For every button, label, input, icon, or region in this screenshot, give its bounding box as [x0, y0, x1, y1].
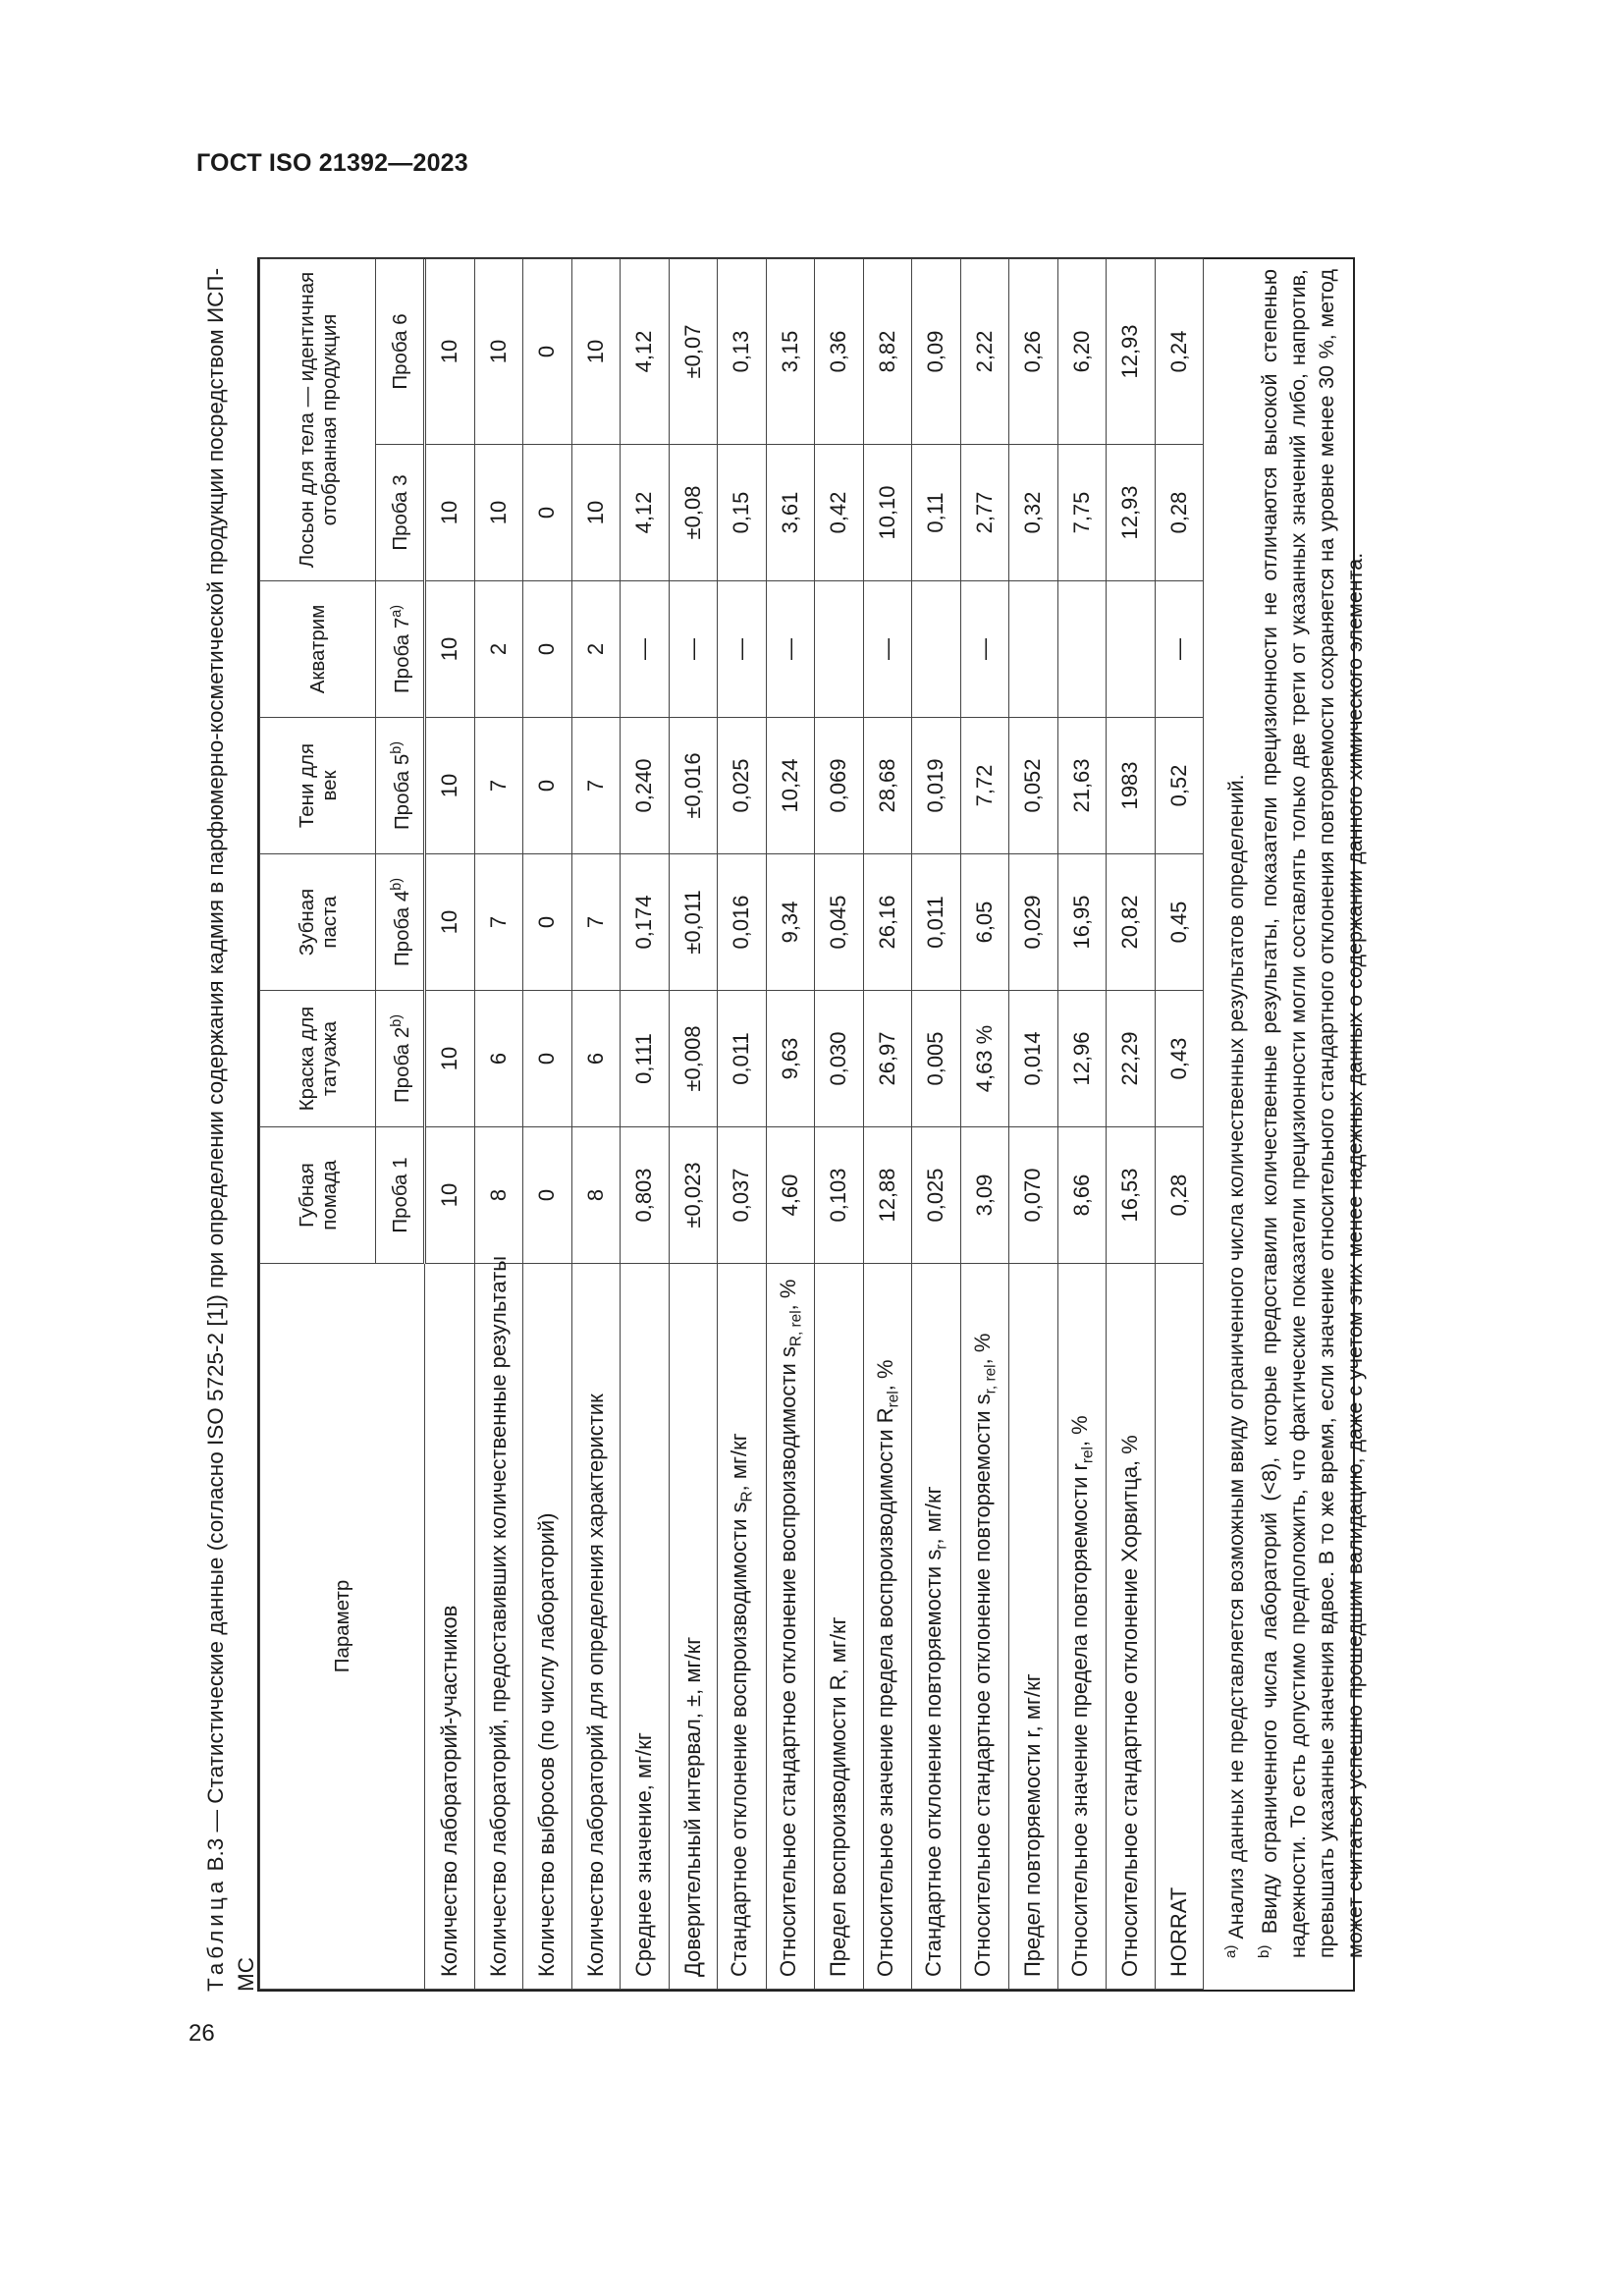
value-cell: 0 — [523, 1127, 572, 1264]
table-row — [669, 259, 718, 1990]
value-cell: 8,82 — [863, 259, 912, 445]
value-cell: ±0,023 — [669, 1127, 718, 1264]
value-cell: 0,016 — [718, 854, 767, 991]
table-row — [863, 259, 912, 1990]
value-cell: 0,069 — [815, 718, 864, 854]
value-cell: 0,174 — [621, 854, 670, 991]
value-cell: 4,12 — [621, 259, 670, 445]
note-b-mark: b) — [1255, 1944, 1272, 1958]
param-cell — [863, 1264, 912, 1990]
value-cell: 12,93 — [1107, 259, 1156, 445]
param-cell — [912, 1264, 961, 1990]
value-cell: — — [718, 581, 767, 718]
value-cell: 10 — [425, 1127, 475, 1264]
value-cell: 10,10 — [863, 445, 912, 581]
value-cell: ±0,07 — [669, 259, 718, 445]
param-cell — [669, 1264, 718, 1990]
param-unit: , % — [775, 1279, 800, 1311]
table-row — [425, 259, 475, 1990]
table-caption — [200, 253, 261, 1992]
param-text: Относительное стандартное отклонение повторяемости s — [969, 1394, 995, 1977]
value-cell: 10 — [425, 718, 475, 854]
value-cell: 26,16 — [863, 854, 912, 991]
note-b-text: Ввиду ограниченного числа лабораторий (<8), которые предоставили количественные результаты, показатели прецизионности не отличаются высокой степенью надежности. То есть допустимо предположить, что фактические показатели прецизионности могли составлять только две трети от указанных значений либо, напротив, превышать указанные значения вдвое. В то же время, если значение относительного стандартного отклонения повторяемости сохраняется на уровне менее 30 %, метод может считаться успешно прошедшим валидацию, даже с учетом этих менее надежных данных о содержании данного химического элемента. — [1258, 269, 1367, 1958]
value-cell: 10 — [425, 854, 475, 991]
statistics-table-frame — [257, 257, 1367, 1992]
value-cell: 20,82 — [1107, 854, 1156, 991]
value-cell: 8 — [474, 1127, 523, 1264]
value-cell: 12,96 — [1057, 991, 1107, 1127]
value-cell: 12,93 — [1107, 445, 1156, 581]
value-cell: 0,111 — [621, 991, 670, 1127]
sample-note-mark: b) — [389, 740, 406, 754]
value-cell: 2 — [474, 581, 523, 718]
sample-label: Проба 2 — [390, 1026, 413, 1104]
param-text: Доверительный интервал, ±, мг/кг — [679, 1636, 705, 1977]
param-text: Количество выбросов (по числу лабораторий) — [534, 1512, 560, 1977]
value-cell: — — [960, 581, 1009, 718]
sample-label: Проба 7 — [390, 617, 413, 694]
value-cell: 0,15 — [718, 445, 767, 581]
param-text: Относительное стандартное отклонение воспроизводимости s — [775, 1346, 800, 1977]
note-a — [1217, 269, 1251, 1976]
param-header: Параметр — [260, 1264, 425, 1990]
value-cell: 3,09 — [960, 1127, 1009, 1264]
table-row — [815, 259, 864, 1990]
table-row — [523, 259, 572, 1990]
value-cell: 6,05 — [960, 854, 1009, 991]
value-cell: 22,29 — [1107, 991, 1156, 1127]
value-cell: 10 — [571, 445, 621, 581]
value-cell: 0,019 — [912, 718, 961, 854]
table-row — [912, 259, 961, 1990]
value-cell: 0,025 — [718, 718, 767, 854]
value-cell: 0 — [523, 991, 572, 1127]
param-cell — [1057, 1264, 1107, 1990]
value-cell: 12,88 — [863, 1127, 912, 1264]
document-header: ГОСТ ISO 21392—2023 — [196, 149, 468, 177]
value-cell: 6 — [474, 991, 523, 1127]
sample-note-mark: b) — [389, 877, 406, 891]
note-a-mark: a) — [1222, 1944, 1239, 1958]
value-cell: 0,025 — [912, 1127, 961, 1264]
value-cell: 0 — [523, 581, 572, 718]
value-cell: 7 — [474, 718, 523, 854]
value-cell: 7,75 — [1057, 445, 1107, 581]
value-cell: 0,011 — [718, 991, 767, 1127]
value-cell: 0,037 — [718, 1127, 767, 1264]
value-cell: 8 — [571, 1127, 621, 1264]
group-header-row — [260, 259, 376, 1990]
param-subscript: r — [933, 1544, 950, 1550]
param-cell — [1009, 1264, 1058, 1990]
value-cell: 9,63 — [766, 991, 815, 1127]
param-text: Предел воспроизводимости R, мг/кг — [826, 1616, 851, 1977]
value-cell: 8,66 — [1057, 1127, 1107, 1264]
sample-label: Проба 3 — [388, 474, 411, 551]
param-cell — [425, 1264, 475, 1990]
sample-label: Проба 5 — [390, 753, 413, 831]
value-cell: 0,42 — [815, 445, 864, 581]
value-cell: 9,34 — [766, 854, 815, 991]
value-cell: 0,36 — [815, 259, 864, 445]
param-text: Относительное значение предела повторяемости r — [1066, 1463, 1092, 1977]
value-cell: — — [766, 581, 815, 718]
table-row — [571, 259, 621, 1990]
value-cell: 0,240 — [621, 718, 670, 854]
value-cell: 10 — [425, 581, 475, 718]
table-row — [960, 259, 1009, 1990]
sample-label: Проба 6 — [388, 313, 411, 390]
value-cell: 10,24 — [766, 718, 815, 854]
param-subscript: rel — [1078, 1447, 1096, 1464]
param-unit: , % — [969, 1333, 995, 1365]
value-cell: 0 — [523, 854, 572, 991]
value-cell: 1983 — [1107, 718, 1156, 854]
value-cell: ±0,08 — [669, 445, 718, 581]
param-text: Предел повторяемости r, мг/кг — [1020, 1673, 1046, 1977]
value-cell: 0 — [523, 259, 572, 445]
value-cell: 6 — [571, 991, 621, 1127]
value-cell: 0,011 — [912, 854, 961, 991]
value-cell: ±0,011 — [669, 854, 718, 991]
value-cell — [815, 581, 864, 718]
value-cell: 6,20 — [1057, 259, 1107, 445]
sample-header — [376, 445, 425, 581]
value-cell: 10 — [571, 259, 621, 445]
group-header: Лосьон для тела — идентичная отобранная продукция — [260, 259, 376, 581]
value-cell: 0,26 — [1009, 259, 1058, 445]
param-subscript: r, rel — [981, 1364, 999, 1394]
value-cell: 0 — [523, 718, 572, 854]
value-cell: 10 — [474, 259, 523, 445]
value-cell: 0,13 — [718, 259, 767, 445]
value-cell: 10 — [474, 445, 523, 581]
sample-note-mark: a) — [389, 604, 406, 618]
table-row — [474, 259, 523, 1990]
param-cell — [718, 1264, 767, 1990]
value-cell: 3,61 — [766, 445, 815, 581]
note-b — [1251, 269, 1369, 1976]
param-cell — [766, 1264, 815, 1990]
param-subscript: R — [738, 1491, 756, 1503]
value-cell: — — [863, 581, 912, 718]
value-cell: 0,070 — [1009, 1127, 1058, 1264]
value-cell: 10 — [425, 991, 475, 1127]
table-row — [718, 259, 767, 1990]
sample-header — [376, 718, 425, 854]
param-text: Относительное стандартное отклонение Хорвитца, % — [1117, 1435, 1143, 1977]
value-cell: 2 — [571, 581, 621, 718]
value-cell — [1009, 581, 1058, 718]
value-cell: 0,803 — [621, 1127, 670, 1264]
value-cell: 0,24 — [1155, 259, 1204, 445]
value-cell: 0,45 — [1155, 854, 1204, 991]
param-cell — [523, 1264, 572, 1990]
value-cell: — — [1155, 581, 1204, 718]
param-cell — [1107, 1264, 1156, 1990]
param-unit: , мг/кг — [727, 1433, 752, 1492]
value-cell: 4,12 — [621, 445, 670, 581]
param-unit: , % — [872, 1359, 897, 1392]
value-cell: 10 — [425, 259, 475, 445]
value-cell: 0,28 — [1155, 1127, 1204, 1264]
value-cell: 10 — [425, 445, 475, 581]
sample-header — [376, 581, 425, 718]
param-subscript: R, rel — [786, 1310, 804, 1347]
param-cell — [960, 1264, 1009, 1990]
param-cell — [571, 1264, 621, 1990]
value-cell: 0,09 — [912, 259, 961, 445]
table-body — [425, 259, 1204, 1990]
param-cell — [621, 1264, 670, 1990]
table-number: В.3 — [203, 1837, 228, 1872]
value-cell: 2,77 — [960, 445, 1009, 581]
param-text: HORRAT — [1165, 1886, 1191, 1977]
value-cell: 3,15 — [766, 259, 815, 445]
param-text: Стандартное отклонение воспроизводимости s — [727, 1502, 752, 1977]
sample-note-mark: b) — [389, 1013, 406, 1027]
sample-header — [376, 854, 425, 991]
value-cell: 7 — [474, 854, 523, 991]
value-cell: 16,53 — [1107, 1127, 1156, 1264]
statistics-table — [259, 258, 1204, 1990]
value-cell: 0,029 — [1009, 854, 1058, 991]
value-cell: 0,103 — [815, 1127, 864, 1264]
value-cell: — — [621, 581, 670, 718]
group-header: Акватрим — [260, 581, 376, 718]
table-row — [766, 259, 815, 1990]
value-cell: 0,045 — [815, 854, 864, 991]
note-a-text: Анализ данных не представляется возможным ввиду ограниченного числа количественных результатов определений. — [1224, 774, 1249, 1945]
sample-header — [376, 991, 425, 1127]
group-header: Губная помада — [260, 1127, 376, 1264]
param-cell — [474, 1255, 523, 1990]
value-cell: 7 — [571, 854, 621, 991]
param-cell — [815, 1264, 864, 1990]
value-cell — [1107, 581, 1156, 718]
value-cell: 4,63 % — [960, 991, 1009, 1127]
value-cell: 0,32 — [1009, 445, 1058, 581]
value-cell: — — [669, 581, 718, 718]
table-row — [1057, 259, 1107, 1990]
param-cell — [1155, 1264, 1204, 1990]
table-row — [1155, 259, 1204, 1990]
table-caption-text: — Статистические данные (согласно ISO 5725-2 [1]) при определении содержания кадмия в парфюмерно-косметической продукции посредством ИСП-МС — [203, 267, 258, 1992]
value-cell: 0,030 — [815, 991, 864, 1127]
param-text: Относительное значение предела воспроизводимости R — [872, 1407, 897, 1977]
page-number: 26 — [189, 2020, 215, 2047]
value-cell: 0,005 — [912, 991, 961, 1127]
table-row — [1107, 259, 1156, 1990]
table-row — [1009, 259, 1058, 1990]
value-cell: 4,60 — [766, 1127, 815, 1264]
value-cell: 26,97 — [863, 991, 912, 1127]
param-unit: , мг/кг — [921, 1486, 947, 1545]
value-cell: 0 — [523, 445, 572, 581]
sample-header — [376, 259, 425, 445]
param-text: Количество лабораторий, предоставивших количественные результаты — [485, 1255, 511, 1977]
value-cell: ±0,016 — [669, 718, 718, 854]
value-cell: 0,11 — [912, 445, 961, 581]
value-cell: 7,72 — [960, 718, 1009, 854]
value-cell: 21,63 — [1057, 718, 1107, 854]
value-cell: 7 — [571, 718, 621, 854]
group-header: Краска для татуажа — [260, 991, 376, 1127]
value-cell: 0,28 — [1155, 445, 1204, 581]
param-unit: , % — [1066, 1415, 1092, 1448]
param-text: Количество лабораторий-участников — [436, 1605, 461, 1977]
rotated-table-block — [192, 216, 1390, 2043]
group-header: Тени для век — [260, 718, 376, 854]
value-cell: 0,052 — [1009, 718, 1058, 854]
value-cell: ±0,008 — [669, 991, 718, 1127]
table-row — [621, 259, 670, 1990]
value-cell — [1057, 581, 1107, 718]
param-text: Стандартное отклонение повторяемости s — [921, 1549, 947, 1977]
param-subscript: rel — [884, 1391, 901, 1408]
value-cell — [912, 581, 961, 718]
table-notes — [1204, 259, 1379, 1990]
table-label: Таблица — [203, 1877, 228, 1992]
value-cell: 2,22 — [960, 259, 1009, 445]
value-cell: 28,68 — [863, 718, 912, 854]
param-text: Среднее значение, мг/кг — [631, 1732, 657, 1977]
value-cell: 16,95 — [1057, 854, 1107, 991]
sample-label: Проба 1 — [388, 1157, 411, 1233]
sample-header — [376, 1127, 425, 1264]
value-cell: 0,52 — [1155, 718, 1204, 854]
value-cell: 0,43 — [1155, 991, 1204, 1127]
group-header: Зубная паста — [260, 854, 376, 991]
value-cell: 0,014 — [1009, 991, 1058, 1127]
param-text: Количество лабораторий для определения характеристик — [582, 1394, 608, 1977]
sample-label: Проба 4 — [390, 890, 413, 967]
